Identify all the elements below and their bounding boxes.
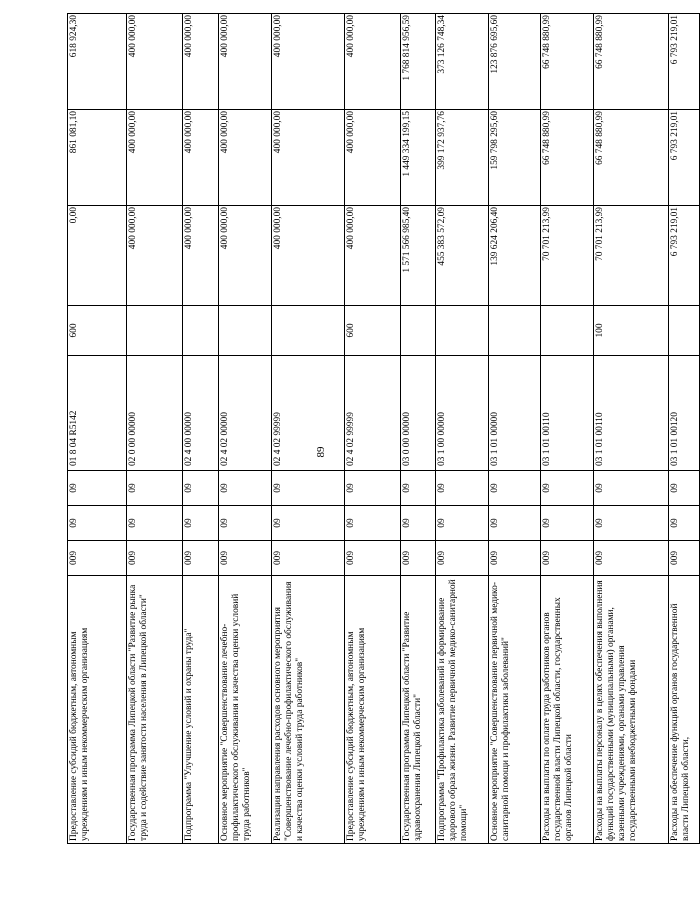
cell-amount-1: 400 000,00 bbox=[272, 206, 345, 306]
cell-grbs: 009 bbox=[489, 541, 541, 576]
cell-amount-2: 400 000,00 bbox=[272, 110, 345, 206]
cell-amount-3: 66 748 880,99 bbox=[594, 14, 669, 110]
cell-amount-2: 66 748 880,99 bbox=[594, 110, 669, 206]
cell-target-article: 03 1 01 00000 bbox=[489, 356, 541, 471]
cell-target-article: 02 4 02 00000 bbox=[219, 356, 272, 471]
cell-subsection: 09 bbox=[594, 471, 669, 506]
cell-amount-3: 373 126 748,34 bbox=[436, 14, 489, 110]
cell-grbs: 009 bbox=[401, 541, 436, 576]
cell-expense-type bbox=[272, 306, 345, 356]
cell-expense-type: 600 bbox=[68, 306, 127, 356]
cell-expense-type bbox=[219, 306, 272, 356]
cell-section: 09 bbox=[594, 506, 669, 541]
cell-name: Подпрограмма "Профилактика заболеваний и формирование здорового образа жизни. Развитие первичной медико-санитарной помощи" bbox=[436, 576, 489, 844]
cell-target-article: 03 1 00 00000 bbox=[436, 356, 489, 471]
cell-target-article: 02 4 00 00000 bbox=[183, 356, 219, 471]
cell-amount-1: 139 624 206,40 bbox=[489, 206, 541, 306]
cell-section: 09 bbox=[183, 506, 219, 541]
cell-name: Расходы на обеспечение функций органов государственной власти Липецкой области, bbox=[669, 576, 700, 844]
cell-target-article: 02 4 02 99999 bbox=[345, 356, 401, 471]
cell-amount-2: 400 000,00 bbox=[127, 110, 183, 206]
table-row bbox=[669, 14, 700, 844]
cell-grbs: 009 bbox=[436, 541, 489, 576]
cell-expense-type: 100 bbox=[594, 306, 669, 356]
page-number: 89 bbox=[315, 446, 327, 458]
cell-section: 09 bbox=[345, 506, 401, 541]
cell-amount-1: 455 383 572,09 bbox=[436, 206, 489, 306]
budget-table-body bbox=[68, 14, 700, 844]
cell-name: Основное мероприятие "Совершенствование лечебно-профилактического обслуживания и качества оценки условий труда работников" bbox=[219, 576, 272, 844]
table-row bbox=[219, 14, 272, 844]
cell-section: 09 bbox=[272, 506, 345, 541]
table-row bbox=[489, 14, 541, 844]
cell-grbs: 009 bbox=[669, 541, 700, 576]
cell-subsection: 09 bbox=[219, 471, 272, 506]
cell-name: Подпрограмма "Улучшение условий и охраны труда" bbox=[183, 576, 219, 844]
cell-target-article: 03 1 01 00120 bbox=[669, 356, 700, 471]
cell-expense-type: 600 bbox=[345, 306, 401, 356]
cell-subsection: 09 bbox=[401, 471, 436, 506]
cell-grbs: 009 bbox=[68, 541, 127, 576]
cell-expense-type bbox=[401, 306, 436, 356]
table-row bbox=[272, 14, 345, 844]
cell-expense-type bbox=[183, 306, 219, 356]
cell-name: Расходы на выплаты по оплате труда работников органов государственной власти Липецкой области, государственных органов Липецкой области bbox=[541, 576, 594, 844]
cell-amount-1: 400 000,00 bbox=[345, 206, 401, 306]
cell-subsection: 09 bbox=[541, 471, 594, 506]
cell-amount-2: 6 793 219,01 bbox=[669, 110, 700, 206]
cell-amount-1: 0,00 bbox=[68, 206, 127, 306]
cell-amount-2: 400 000,00 bbox=[345, 110, 401, 206]
cell-amount-3: 400 000,00 bbox=[127, 14, 183, 110]
budget-table-rotated bbox=[67, 14, 691, 844]
cell-subsection: 09 bbox=[436, 471, 489, 506]
cell-name: Основное мероприятие "Совершенствование первичной медико-санитарной помощи и профилактики заболеваний" bbox=[489, 576, 541, 844]
cell-subsection: 09 bbox=[669, 471, 700, 506]
cell-amount-1: 400 000,00 bbox=[219, 206, 272, 306]
cell-expense-type bbox=[669, 306, 700, 356]
cell-section: 09 bbox=[401, 506, 436, 541]
cell-name: Предоставление субсидий бюджетным, автономным учреждениям и иным некоммерческим организациям bbox=[345, 576, 401, 844]
cell-amount-3: 618 924,30 bbox=[68, 14, 127, 110]
cell-amount-3: 1 768 814 956,59 bbox=[401, 14, 436, 110]
cell-section: 09 bbox=[436, 506, 489, 541]
cell-amount-3: 6 793 219,01 bbox=[669, 14, 700, 110]
cell-amount-1: 1 571 566 985,40 bbox=[401, 206, 436, 306]
cell-amount-3: 400 000,00 bbox=[345, 14, 401, 110]
cell-name: Реализация направления расходов основного мероприятия "Совершенствование лечебно-профилактического обслуживания и качества оценки условий труда работников" bbox=[272, 576, 345, 844]
cell-section: 09 bbox=[541, 506, 594, 541]
cell-amount-1: 70 701 213,99 bbox=[594, 206, 669, 306]
cell-amount-1: 6 793 219,01 bbox=[669, 206, 700, 306]
cell-target-article: 01 8 04 R5142 bbox=[68, 356, 127, 471]
cell-name: Государственная программа Липецкой области "Развитие рынка труда и содействие занятости населения в Липецкой области" bbox=[127, 576, 183, 844]
cell-amount-3: 66 748 880,99 bbox=[541, 14, 594, 110]
cell-section: 09 bbox=[669, 506, 700, 541]
cell-grbs: 009 bbox=[127, 541, 183, 576]
cell-subsection: 09 bbox=[68, 471, 127, 506]
cell-target-article: 03 1 01 00110 bbox=[541, 356, 594, 471]
cell-target-article: 03 0 00 00000 bbox=[401, 356, 436, 471]
cell-expense-type bbox=[541, 306, 594, 356]
cell-amount-2: 400 000,00 bbox=[183, 110, 219, 206]
cell-target-article: 02 0 00 00000 bbox=[127, 356, 183, 471]
cell-section: 09 bbox=[489, 506, 541, 541]
cell-amount-2: 861 081,10 bbox=[68, 110, 127, 206]
cell-name: Расходы на выплаты персоналу в целях обеспечения выполнения функций государственными (муниципальными) органами, казенными учреждениями, органами управления государственными внебюджетными фондами bbox=[594, 576, 669, 844]
cell-amount-3: 400 000,00 bbox=[272, 14, 345, 110]
cell-subsection: 09 bbox=[489, 471, 541, 506]
cell-amount-1: 400 000,00 bbox=[127, 206, 183, 306]
cell-section: 09 bbox=[68, 506, 127, 541]
cell-grbs: 009 bbox=[345, 541, 401, 576]
cell-name: Государственная программа Липецкой области "Развитие здравоохранения Липецкой области" bbox=[401, 576, 436, 844]
cell-grbs: 009 bbox=[594, 541, 669, 576]
table-row bbox=[127, 14, 183, 844]
table-row bbox=[436, 14, 489, 844]
cell-subsection: 09 bbox=[272, 471, 345, 506]
cell-amount-2: 66 748 880,99 bbox=[541, 110, 594, 206]
cell-subsection: 09 bbox=[127, 471, 183, 506]
table-row bbox=[183, 14, 219, 844]
cell-subsection: 09 bbox=[183, 471, 219, 506]
cell-grbs: 009 bbox=[541, 541, 594, 576]
cell-grbs: 009 bbox=[219, 541, 272, 576]
table-row bbox=[594, 14, 669, 844]
table-row bbox=[401, 14, 436, 844]
cell-subsection: 09 bbox=[345, 471, 401, 506]
cell-expense-type bbox=[127, 306, 183, 356]
cell-amount-3: 400 000,00 bbox=[183, 14, 219, 110]
table-row bbox=[541, 14, 594, 844]
cell-amount-1: 400 000,00 bbox=[183, 206, 219, 306]
cell-target-article: 03 1 01 00110 bbox=[594, 356, 669, 471]
cell-amount-2: 399 172 937,76 bbox=[436, 110, 489, 206]
cell-amount-3: 400 000,00 bbox=[219, 14, 272, 110]
cell-amount-3: 123 876 695,60 bbox=[489, 14, 541, 110]
cell-amount-2: 400 000,00 bbox=[219, 110, 272, 206]
cell-expense-type bbox=[489, 306, 541, 356]
budget-table bbox=[67, 13, 700, 844]
cell-name: Предоставление субсидий бюджетным, автономным учреждениям и иным некоммерческим организациям bbox=[68, 576, 127, 844]
table-row bbox=[345, 14, 401, 844]
cell-grbs: 009 bbox=[272, 541, 345, 576]
cell-amount-2: 1 449 334 199,15 bbox=[401, 110, 436, 206]
cell-section: 09 bbox=[127, 506, 183, 541]
cell-amount-2: 159 798 295,60 bbox=[489, 110, 541, 206]
cell-section: 09 bbox=[219, 506, 272, 541]
cell-target-article: 02 4 02 99999 bbox=[272, 356, 345, 471]
cell-expense-type bbox=[436, 306, 489, 356]
cell-grbs: 009 bbox=[183, 541, 219, 576]
cell-amount-1: 70 701 213,99 bbox=[541, 206, 594, 306]
table-row bbox=[68, 14, 127, 844]
